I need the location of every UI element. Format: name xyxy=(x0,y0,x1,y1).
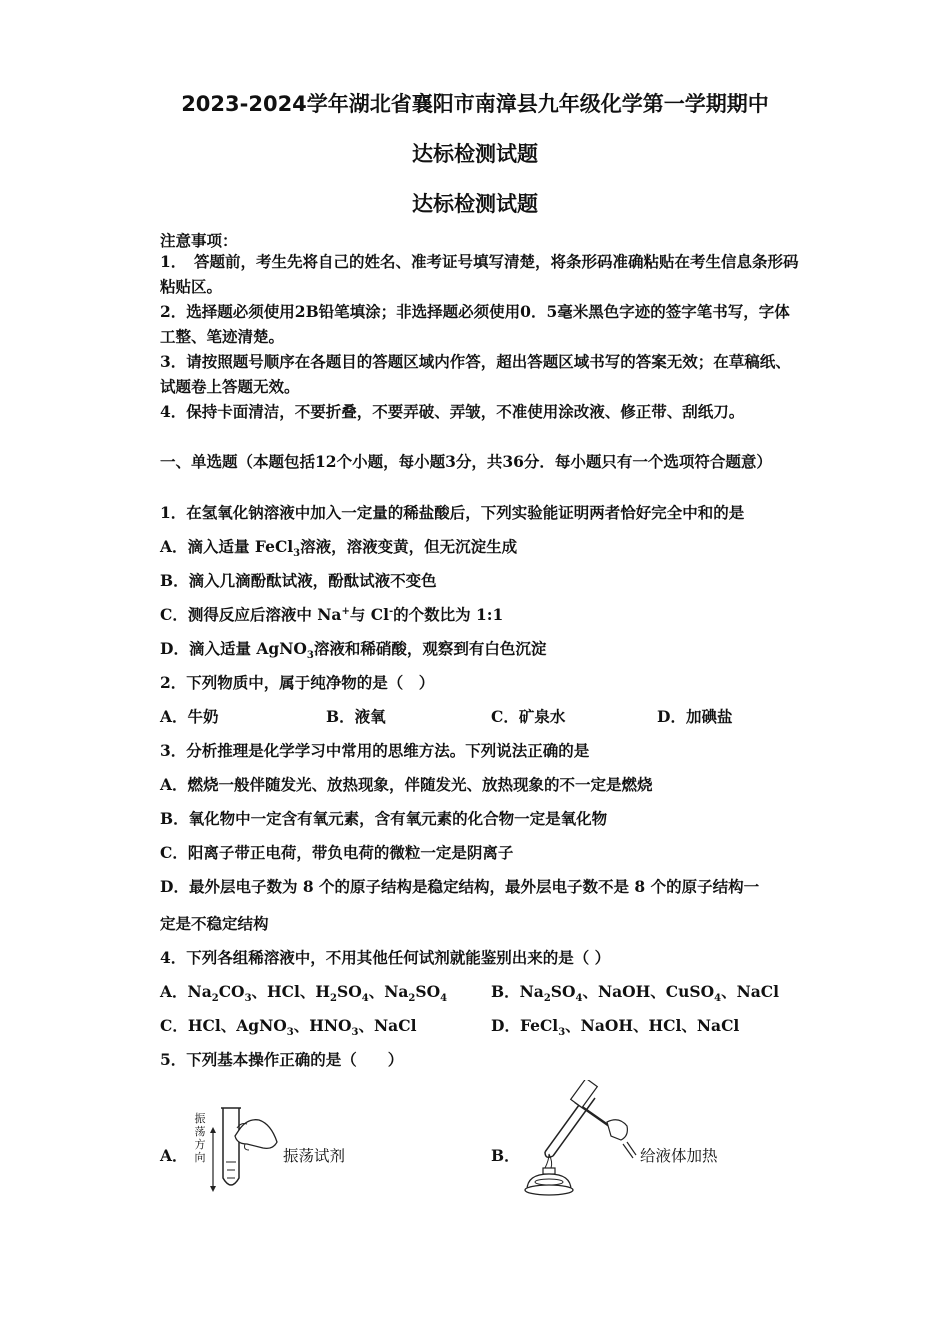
q2-stem: 2．下列物质中，属于纯净物的是（ ） xyxy=(160,673,435,692)
q5-option-a-letter: A． xyxy=(160,1146,188,1165)
shake-test-tube-figure xyxy=(185,1100,285,1192)
notice-heading: 注意事项： xyxy=(160,231,238,250)
q5-stem: 5．下列基本操作正确的是（ ） xyxy=(160,1050,404,1069)
q4-option-d: D．FeCl$_3$、NaOH、HCl、NaCl xyxy=(491,1016,740,1039)
q1-option-d: D．滴入适量 AgNO$_3$溶液和稀硝酸，观察到有白色沉淀 xyxy=(160,639,547,662)
exam-title-line2: 达标检测试题 xyxy=(412,142,538,166)
q5-option-b-letter: B． xyxy=(491,1146,520,1165)
q1-option-a: A．滴入适量 FeCl$_3$溶液，溶液变黄，但无沉淀生成 xyxy=(160,537,518,560)
q1-option-c: C．测得反应后溶液中 Na+与 Cl-的个数比为 1:1 xyxy=(160,605,504,624)
q4-option-b: B．$Na_2SO_4$、NaOH、CuSO$_4$、NaCl xyxy=(491,982,780,1005)
notice-item-2: 2．选择题必须使用2B铅笔填涂；非选择题必须使用0．5毫米黑色字迹的签字笔书写，字体工整、笔迹清楚。 xyxy=(160,302,790,346)
q1-option-b: B．滴入几滴酚酞试液，酚酞试液不变色 xyxy=(160,571,437,590)
section-heading: 一、单选题（本题包括12个小题，每小题3分，共36分．每小题只有一个选项符合题意） xyxy=(160,452,772,471)
q2-option-d: D．加碘盐 xyxy=(657,707,733,726)
notice-item-3: 3．请按照题号顺序在各题目的答题区域内作答，超出答题区域书写的答案无效；在草稿纸、试题卷上答题无效。 xyxy=(160,352,791,396)
q2-option-b: B．液氧 xyxy=(326,707,386,726)
q1-stem: 1．在氢氧化钠溶液中加入一定量的稀盐酸后，下列实验能证明两者恰好完全中和的是 xyxy=(160,503,745,522)
q3-option-d-line2: 定是不稳定结构 xyxy=(160,914,269,933)
q4-option-a: A．$Na_2CO_3$、HCl、$H_2SO_4$、$Na_2SO_4$ xyxy=(160,982,448,1005)
notice-item-1: 1． 答题前，考生先将自己的姓名、准考证号填写清楚，将条形码准确粘贴在考生信息条形码粘贴区。 xyxy=(160,252,799,296)
q2-option-a: A．牛奶 xyxy=(160,707,219,726)
q4-stem: 4．下列各组稀溶液中，不用其他任何试剂就能鉴别出来的是（ ） xyxy=(160,948,611,967)
exam-title-line1: 2023-2024学年湖北省襄阳市南漳县九年级化学第一学期期中 xyxy=(181,92,769,116)
shake-direction-label: 振荡方向 xyxy=(194,1112,206,1164)
q2-option-c: C．矿泉水 xyxy=(491,707,566,726)
q3-option-d-line1: D．最外层电子数为 8 个的原子结构是稳定结构，最外层电子数不是 8 个的原子结构一 xyxy=(160,877,760,896)
q4-option-c: C．HCl、AgNO$_3$、$HNO_3$、NaCl xyxy=(160,1016,417,1039)
q3-stem: 3．分析推理是化学学习中常用的思维方法。下列说法正确的是 xyxy=(160,741,590,760)
q3-option-c: C．阳离子带正电荷，带负电荷的微粒一定是阴离子 xyxy=(160,843,514,862)
heating-liquid-figure xyxy=(515,1080,640,1198)
q3-option-b: B．氧化物中一定含有氧元素，含有氧元素的化合物一定是氧化物 xyxy=(160,809,608,828)
q3-option-a: A．燃烧一般伴随发光、放热现象，伴随发光、放热现象的不一定是燃烧 xyxy=(160,775,653,794)
exam-title-line3: 达标检测试题 xyxy=(412,192,538,216)
q5-option-b-label: 给液体加热 xyxy=(640,1147,718,1165)
q5-option-a-label: 振荡试剂 xyxy=(283,1147,346,1165)
notice-item-4: 4．保持卡面清洁，不要折叠，不要弄破、弄皱，不准使用涂改液、修正带、刮纸刀。 xyxy=(160,402,745,421)
